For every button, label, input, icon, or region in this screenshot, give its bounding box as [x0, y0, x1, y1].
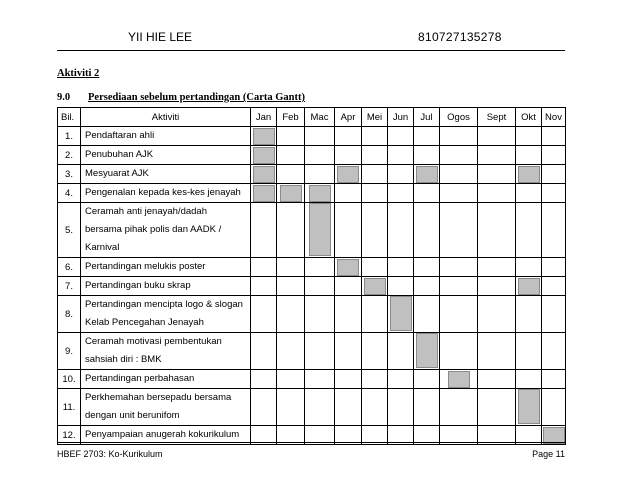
month-cell — [414, 296, 440, 333]
table-row — [58, 333, 566, 370]
month-cell — [414, 333, 440, 370]
month-cell — [305, 389, 335, 426]
gantt-bar-segment — [448, 371, 470, 388]
month-cell — [414, 277, 440, 296]
month-cell — [516, 184, 542, 203]
activity-cell — [81, 277, 251, 296]
activity-text-line: bersama pihak polis dan AADK / — [85, 224, 222, 235]
month-cell — [542, 258, 566, 277]
month-cell — [478, 258, 516, 277]
column-header-month: Mei — [362, 108, 388, 127]
activity-text-line: Penubuhan AJK — [85, 149, 154, 160]
activity-text-line: Karnival — [85, 242, 120, 253]
month-cell — [335, 203, 362, 258]
month-cell — [478, 370, 516, 389]
column-header-bil: Bil. — [58, 108, 81, 127]
month-cell — [335, 165, 362, 184]
table-row — [58, 127, 566, 146]
row-number: 9. — [58, 333, 81, 370]
month-cell — [478, 127, 516, 146]
row-number: 5. — [58, 203, 81, 258]
column-header-month: Ogos — [440, 108, 478, 127]
activity-cell — [81, 203, 251, 258]
column-header-month: Okt — [516, 108, 542, 127]
month-cell — [251, 127, 277, 146]
table-row — [58, 203, 566, 258]
month-cell — [542, 146, 566, 165]
month-cell — [362, 370, 388, 389]
month-cell — [440, 277, 478, 296]
month-cell — [516, 258, 542, 277]
month-cell — [251, 146, 277, 165]
column-header-month: Jan — [251, 108, 277, 127]
month-cell — [305, 258, 335, 277]
footer-rule — [57, 442, 565, 443]
month-cell — [251, 277, 277, 296]
month-cell — [414, 370, 440, 389]
row-number: 8. — [58, 296, 81, 333]
month-cell — [277, 277, 305, 296]
activity-text-line: Penyampaian anugerah kokurikulum — [85, 429, 240, 440]
month-cell — [305, 203, 335, 258]
row-number: 11. — [58, 389, 81, 426]
gantt-bar-segment — [253, 128, 275, 145]
month-cell — [305, 296, 335, 333]
month-cell — [305, 370, 335, 389]
month-cell — [251, 370, 277, 389]
header-name: YII HIE LEE — [128, 30, 193, 44]
gantt-bar-segment — [280, 185, 302, 202]
gantt-bar-segment — [337, 166, 359, 183]
activity-text-line: Mesyuarat AJK — [85, 168, 149, 179]
activity-text-line: Pertandingan perbahasan — [85, 373, 195, 384]
month-cell — [542, 296, 566, 333]
section-number: 9.0 — [57, 92, 71, 103]
table-row — [58, 370, 566, 389]
activity-text-line: Perkhemahan bersepadu bersama — [85, 392, 232, 403]
column-header-activity: Aktiviti — [81, 108, 251, 127]
month-cell — [277, 203, 305, 258]
month-cell — [542, 127, 566, 146]
activity-cell — [81, 127, 251, 146]
month-cell — [305, 277, 335, 296]
activity-text-line: dengan unit berunifom — [85, 410, 180, 421]
month-cell — [478, 296, 516, 333]
column-header-month: Feb — [277, 108, 305, 127]
month-cell — [388, 296, 414, 333]
month-cell — [440, 165, 478, 184]
gantt-bar-segment — [543, 427, 565, 444]
activity-cell — [81, 146, 251, 165]
month-cell — [542, 184, 566, 203]
header-id: 810727135278 — [418, 30, 502, 44]
activity-title: Aktiviti 2 — [57, 68, 100, 79]
month-cell — [516, 333, 542, 370]
month-cell — [335, 127, 362, 146]
row-number: 2. — [58, 146, 81, 165]
month-cell — [478, 165, 516, 184]
activity-cell — [81, 370, 251, 389]
month-cell — [335, 333, 362, 370]
row-number: 10. — [58, 370, 81, 389]
table-row — [58, 258, 566, 277]
month-cell — [277, 127, 305, 146]
gantt-bar-segment — [253, 185, 275, 202]
activity-text-line: Pendaftaran ahli — [85, 130, 155, 141]
gantt-bar-segment — [253, 147, 275, 164]
month-cell — [440, 389, 478, 426]
month-cell — [335, 258, 362, 277]
row-number: 3. — [58, 165, 81, 184]
month-cell — [542, 203, 566, 258]
activity-text-line: sahsiah diri : BMK — [85, 354, 162, 365]
month-cell — [414, 258, 440, 277]
footer-course: HBEF 2703: Ko-Kurikulum — [57, 449, 163, 459]
activity-cell — [81, 258, 251, 277]
month-cell — [277, 296, 305, 333]
month-cell — [388, 370, 414, 389]
activity-text-line: Pertandingan buku skrap — [85, 280, 191, 291]
activity-cell — [81, 389, 251, 426]
row-number: 4. — [58, 184, 81, 203]
column-header-month: Mac — [305, 108, 335, 127]
month-cell — [251, 333, 277, 370]
column-header-month: Nov — [542, 108, 566, 127]
gantt-bar-segment — [518, 166, 540, 183]
gantt-bar-segment — [253, 166, 275, 183]
month-cell — [388, 258, 414, 277]
month-cell — [542, 165, 566, 184]
month-cell — [516, 277, 542, 296]
table-row — [58, 146, 566, 165]
month-cell — [414, 127, 440, 146]
month-cell — [335, 146, 362, 165]
month-cell — [516, 389, 542, 426]
row-number: 12. — [58, 426, 81, 445]
month-cell — [277, 258, 305, 277]
footer-page-number: Page 11 — [532, 449, 565, 459]
month-cell — [335, 370, 362, 389]
month-cell — [516, 370, 542, 389]
month-cell — [516, 203, 542, 258]
month-cell — [516, 146, 542, 165]
month-cell — [251, 389, 277, 426]
gantt-bar-segment — [309, 185, 331, 202]
month-cell — [542, 277, 566, 296]
month-cell — [251, 258, 277, 277]
month-cell — [542, 370, 566, 389]
month-cell — [414, 389, 440, 426]
table-row — [58, 165, 566, 184]
activity-text-line: Pertandingan mencipta logo & slogan — [85, 299, 243, 310]
month-cell — [277, 389, 305, 426]
month-cell — [362, 277, 388, 296]
activity-cell — [81, 165, 251, 184]
month-cell — [414, 165, 440, 184]
month-cell — [251, 296, 277, 333]
section-title: Persediaan sebelum pertandingan (Carta Gantt) — [88, 92, 305, 103]
header-rule — [57, 50, 565, 51]
month-cell — [251, 165, 277, 184]
month-cell — [388, 203, 414, 258]
activity-text-line: Pengenalan kepada kes-kes jenayah — [85, 187, 241, 198]
month-cell — [335, 389, 362, 426]
month-cell — [478, 146, 516, 165]
month-cell — [440, 203, 478, 258]
month-cell — [277, 184, 305, 203]
month-cell — [362, 389, 388, 426]
column-header-month: Apr — [335, 108, 362, 127]
month-cell — [388, 277, 414, 296]
month-cell — [388, 127, 414, 146]
month-cell — [305, 127, 335, 146]
table-row — [58, 277, 566, 296]
month-cell — [305, 184, 335, 203]
row-number: 1. — [58, 127, 81, 146]
month-cell — [362, 165, 388, 184]
month-cell — [277, 370, 305, 389]
month-cell — [251, 203, 277, 258]
month-cell — [516, 165, 542, 184]
activity-text-line: Kelab Pencegahan Jenayah — [85, 317, 204, 328]
gantt-bar-segment — [518, 389, 540, 424]
month-cell — [305, 165, 335, 184]
month-cell — [388, 146, 414, 165]
column-header-month: Jun — [388, 108, 414, 127]
month-cell — [478, 203, 516, 258]
month-cell — [478, 333, 516, 370]
month-cell — [362, 333, 388, 370]
month-cell — [440, 184, 478, 203]
month-cell — [388, 165, 414, 184]
month-cell — [440, 333, 478, 370]
month-cell — [277, 165, 305, 184]
month-cell — [516, 127, 542, 146]
month-cell — [440, 146, 478, 165]
month-cell — [277, 146, 305, 165]
activity-text-line: Ceramah anti jenayah/dadah — [85, 206, 208, 217]
gantt-bar-segment — [416, 166, 438, 183]
month-cell — [414, 203, 440, 258]
month-cell — [388, 389, 414, 426]
table-body — [58, 127, 566, 445]
month-cell — [516, 296, 542, 333]
month-cell — [362, 146, 388, 165]
month-cell — [388, 333, 414, 370]
activity-text-line: Pertandingan melukis poster — [85, 261, 206, 272]
month-cell — [440, 127, 478, 146]
column-header-month: Sept — [478, 108, 516, 127]
month-cell — [440, 296, 478, 333]
month-cell — [362, 296, 388, 333]
activity-text-line: Ceramah motivasi pembentukan — [85, 336, 222, 347]
row-number: 7. — [58, 277, 81, 296]
gantt-bar-segment — [337, 259, 359, 276]
month-cell — [305, 333, 335, 370]
month-cell — [335, 277, 362, 296]
column-header-month: Jul — [414, 108, 440, 127]
month-cell — [440, 370, 478, 389]
gantt-bar-segment — [518, 278, 540, 295]
month-cell — [478, 277, 516, 296]
month-cell — [362, 184, 388, 203]
gantt-bar-segment — [364, 278, 386, 295]
table-header-row — [58, 108, 566, 127]
month-cell — [440, 258, 478, 277]
gantt-chart-table — [57, 107, 566, 445]
month-cell — [277, 333, 305, 370]
gantt-bar-segment — [309, 203, 331, 256]
month-cell — [305, 146, 335, 165]
gantt-bar-segment — [390, 296, 412, 331]
gantt-bar-segment — [416, 333, 438, 368]
activity-cell — [81, 333, 251, 370]
month-cell — [335, 296, 362, 333]
month-cell — [542, 389, 566, 426]
month-cell — [478, 184, 516, 203]
month-cell — [362, 127, 388, 146]
month-cell — [478, 389, 516, 426]
month-cell — [362, 203, 388, 258]
month-cell — [414, 184, 440, 203]
activity-cell — [81, 296, 251, 333]
table-row — [58, 184, 566, 203]
table-row — [58, 389, 566, 426]
table-row — [58, 296, 566, 333]
month-cell — [251, 184, 277, 203]
month-cell — [362, 258, 388, 277]
month-cell — [335, 184, 362, 203]
month-cell — [542, 333, 566, 370]
month-cell — [414, 146, 440, 165]
row-number: 6. — [58, 258, 81, 277]
month-cell — [388, 184, 414, 203]
activity-cell — [81, 184, 251, 203]
